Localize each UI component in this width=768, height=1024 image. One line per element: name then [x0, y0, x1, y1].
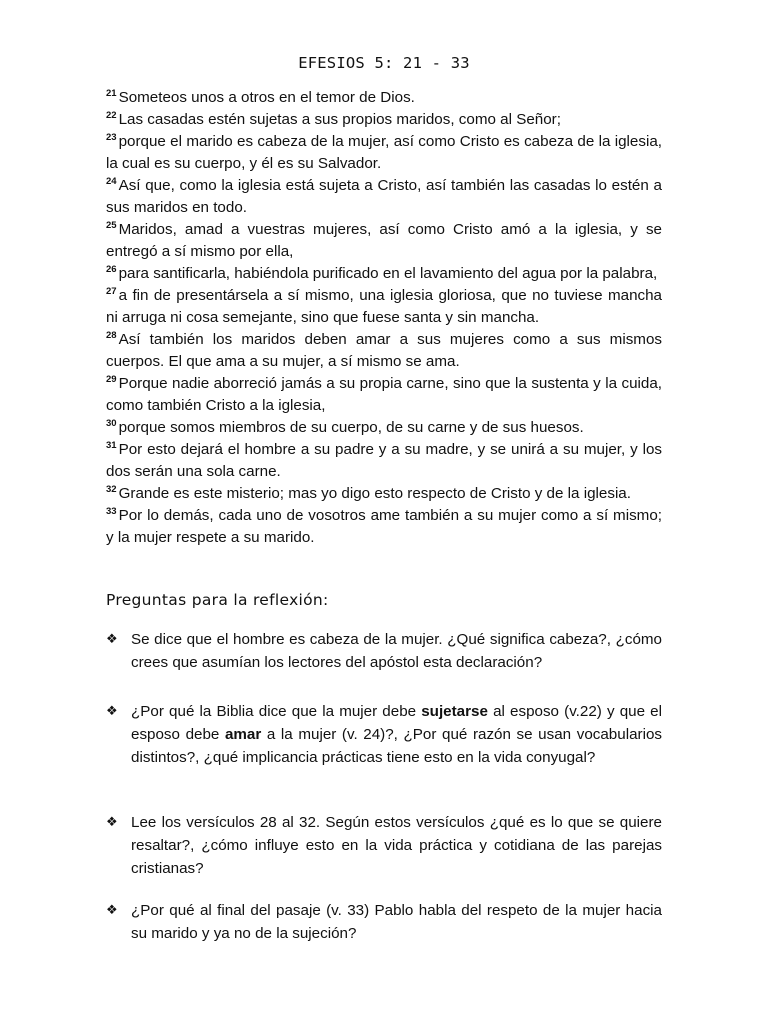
question-text: [131, 700, 662, 769]
emphasis-sujetarse: sujetarse: [421, 703, 488, 720]
verse-text: Someteos unos a otros en el temor de Dios.: [118, 89, 415, 106]
verse-26: [106, 263, 662, 285]
verse-21: [106, 87, 662, 109]
verse-33: [106, 505, 662, 549]
verse-number: 21: [106, 88, 117, 99]
verse-text: Grande es este misterio; mas yo digo esto respecto de Cristo y de la iglesia.: [118, 485, 631, 502]
diamond-bullet-icon: ❖: [106, 814, 118, 829]
verse-list: [106, 87, 662, 549]
reflection-question-4: [106, 899, 662, 945]
verse-number: 33: [106, 506, 117, 517]
verse-28: [106, 329, 662, 373]
diamond-bullet-icon: ❖: [106, 902, 118, 917]
question-text-part: al esposo (v.22) y que el esposo debe: [131, 703, 662, 743]
verse-number: 29: [106, 374, 117, 385]
reflection-question-3: [106, 811, 662, 880]
verse-text: Porque nadie aborreció jamás a su propia carne, sino que la sustenta y la cuida, como también Cristo a la iglesia,: [106, 375, 662, 414]
verse-number: 28: [106, 330, 117, 341]
question-text-part: a la mujer (v. 24)?, ¿Por qué razón se usan vocabularios distintos?, ¿qué implicancia prácticas tiene esto en la vida conyugal?: [131, 726, 662, 766]
verse-22: [106, 109, 662, 131]
verse-number: 26: [106, 264, 117, 275]
question-text: Se dice que el hombre es cabeza de la mujer. ¿Qué significa cabeza?, ¿cómo crees que asumían los lectores del apóstol esta declaración?: [131, 631, 662, 671]
diamond-bullet-icon: ❖: [106, 703, 118, 718]
verse-number: 27: [106, 286, 117, 297]
verse-32: [106, 483, 662, 505]
verse-text: Maridos, amad a vuestras mujeres, así como Cristo amó a la iglesia, y se entregó a sí mismo por ella,: [106, 221, 662, 260]
question-text: ¿Por qué al final del pasaje (v. 33) Pablo habla del respeto de la mujer hacia su marido y ya no de la sujeción?: [131, 902, 662, 942]
verse-text: porque el marido es cabeza de la mujer, así como Cristo es cabeza de la iglesia, la cual es su cuerpo, y él es su Salvador.: [106, 133, 662, 172]
verse-23: [106, 131, 662, 175]
verse-25: [106, 219, 662, 263]
reflection-heading: Preguntas para la reflexión:: [106, 591, 329, 609]
verse-number: 31: [106, 440, 117, 451]
verse-29: [106, 373, 662, 417]
question-text: Lee los versículos 28 al 32. Según estos versículos ¿qué es lo que se quiere resaltar?, ¿cómo influye esto en la vida práctica y cotidiana de las parejas cristianas?: [131, 814, 662, 877]
reflection-question-1: [106, 628, 662, 674]
verse-text: Así que, como la iglesia está sujeta a Cristo, así también las casadas lo estén a sus maridos en todo.: [106, 177, 662, 216]
verse-text: porque somos miembros de su cuerpo, de su carne y de sus huesos.: [118, 419, 584, 436]
reflection-question-2: [106, 700, 662, 769]
verse-number: 32: [106, 484, 117, 495]
verse-number: 30: [106, 418, 117, 429]
verse-number: 25: [106, 220, 117, 231]
verse-number: 22: [106, 110, 117, 121]
verse-31: [106, 439, 662, 483]
diamond-bullet-icon: ❖: [106, 631, 118, 646]
verse-30: [106, 417, 662, 439]
verse-number: 24: [106, 176, 117, 187]
verse-text: para santificarla, habiéndola purificado en el lavamiento del agua por la palabra,: [118, 265, 658, 282]
verse-text: Así también los maridos deben amar a sus mujeres como a sus mismos cuerpos. El que ama a su mujer, a sí mismo se ama.: [106, 331, 662, 370]
page-title: EFESIOS 5: 21 - 33: [298, 54, 470, 72]
verse-text: Por esto dejará el hombre a su padre y a su madre, y se unirá a su mujer, y los dos serán una sola carne.: [106, 441, 662, 480]
verse-27: [106, 285, 662, 329]
verse-24: [106, 175, 662, 219]
verse-text: a fin de presentársela a sí mismo, una iglesia gloriosa, que no tuviese mancha ni arruga ni cosa semejante, sino que fuese santa y sin mancha.: [106, 287, 662, 326]
verse-number: 23: [106, 132, 117, 143]
question-text-part: ¿Por qué la Biblia dice que la mujer debe: [131, 703, 422, 720]
verse-text: Las casadas estén sujetas a sus propios maridos, como al Señor;: [118, 111, 561, 128]
verse-text: Por lo demás, cada uno de vosotros ame también a su mujer como a sí mismo; y la mujer respete a su marido.: [106, 507, 662, 546]
emphasis-amar: amar: [224, 726, 262, 743]
